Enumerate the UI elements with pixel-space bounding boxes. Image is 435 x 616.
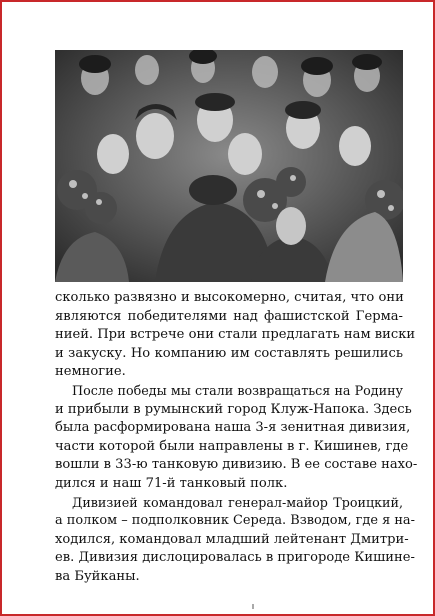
text-line: После победы мы стали возвращаться на Родину: [72, 382, 403, 398]
paragraph: [55, 494, 415, 587]
text-line: части которой были направлены в г. Кишинев, где: [55, 438, 409, 454]
text-line: вошли в 33-ю танковую дивизию. В ее составе нахо-: [55, 457, 418, 473]
text-line: и прибыли в румынский город Клуж-Напока. Здесь: [55, 401, 412, 417]
paragraph: [55, 289, 416, 382]
paragraph: [55, 382, 418, 494]
text-line: нией. При встрече они стали предлагать нам виски: [55, 327, 416, 343]
text-line: являются победителями над фашистской Герма-: [55, 308, 403, 324]
text-line: дился и наш 71-й танковый полк.: [55, 475, 288, 491]
crowd-photo: [55, 50, 403, 282]
text-line: ва Буйканы.: [55, 568, 140, 584]
text-line: ев. Дивизия дислоцировалась в пригороде Кишине-: [55, 550, 415, 566]
text-line: ходился, командовал младший лейтенант Дмитри-: [55, 531, 409, 547]
page-edge-mark: [252, 604, 254, 609]
text-line: Дивизией командовал генерал-майор Троицкий,: [72, 494, 403, 510]
text-line: сколько развязно и высокомерно, считая, что они: [55, 290, 404, 305]
text-line: и закуску. Но компанию им составлять решились: [55, 345, 403, 361]
crowd-photo-icon: [55, 50, 403, 282]
text-line: была расформирована наша 3-я зенитная дивизия,: [55, 420, 411, 436]
text-line: немногие.: [55, 364, 126, 380]
body-text: [55, 289, 418, 587]
text-line: а полком – подполковник Середа. Взводом, где я на-: [55, 513, 415, 529]
